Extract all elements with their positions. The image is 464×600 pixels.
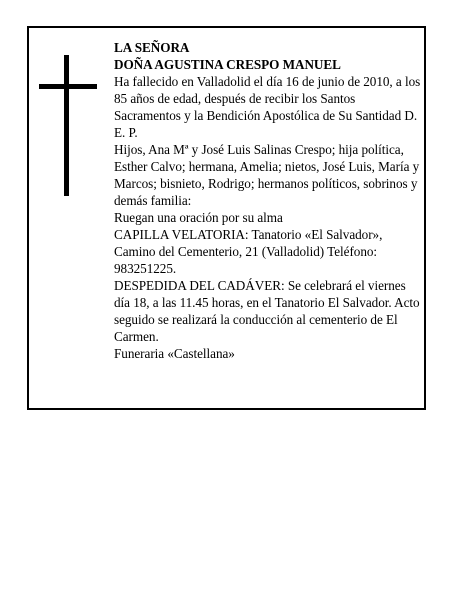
wake-info: CAPILLA VELATORIA: Tanatorio «El Salvador», Camino del Cementerio, 21 (Valladolid) Teléfono: 983251225. <box>114 227 383 276</box>
farewell-info: DESPEDIDA DEL CADÁVER: Se celebrará el viernes día 18, a las 11.45 horas, en el Tanatorio El Salvador. Acto seguido se realizará la conducción al cementerio de El Carmen. <box>114 278 420 344</box>
prayer-request: Ruegan una oración por su alma <box>114 210 283 225</box>
family-list: Hijos, Ana Mª y José Luis Salinas Crespo; hija política, Esther Calvo; hermana, Amelia; nietos, José Luis, María y Marcos; bisnieto, Rodrigo; hermanos políticos, sobrinos y demás familia: <box>114 142 420 208</box>
death-announcement: Ha fallecido en Valladolid el día 16 de junio de 2010, a los 85 años de edad, después de recibir los Santos Sacramentos y la Bendición Apostólica de Su Santidad D. E. P. <box>114 74 421 140</box>
funeral-home: Funeraria «Castellana» <box>114 346 235 361</box>
deceased-name: DOÑA AGUSTINA CRESPO MANUEL <box>114 57 341 72</box>
cross-horizontal-bar <box>39 84 97 89</box>
obituary-title: LA SEÑORA <box>114 40 190 55</box>
cross-vertical-bar <box>64 55 69 196</box>
latin-cross-icon <box>39 55 97 196</box>
obituary-text <box>114 39 424 362</box>
